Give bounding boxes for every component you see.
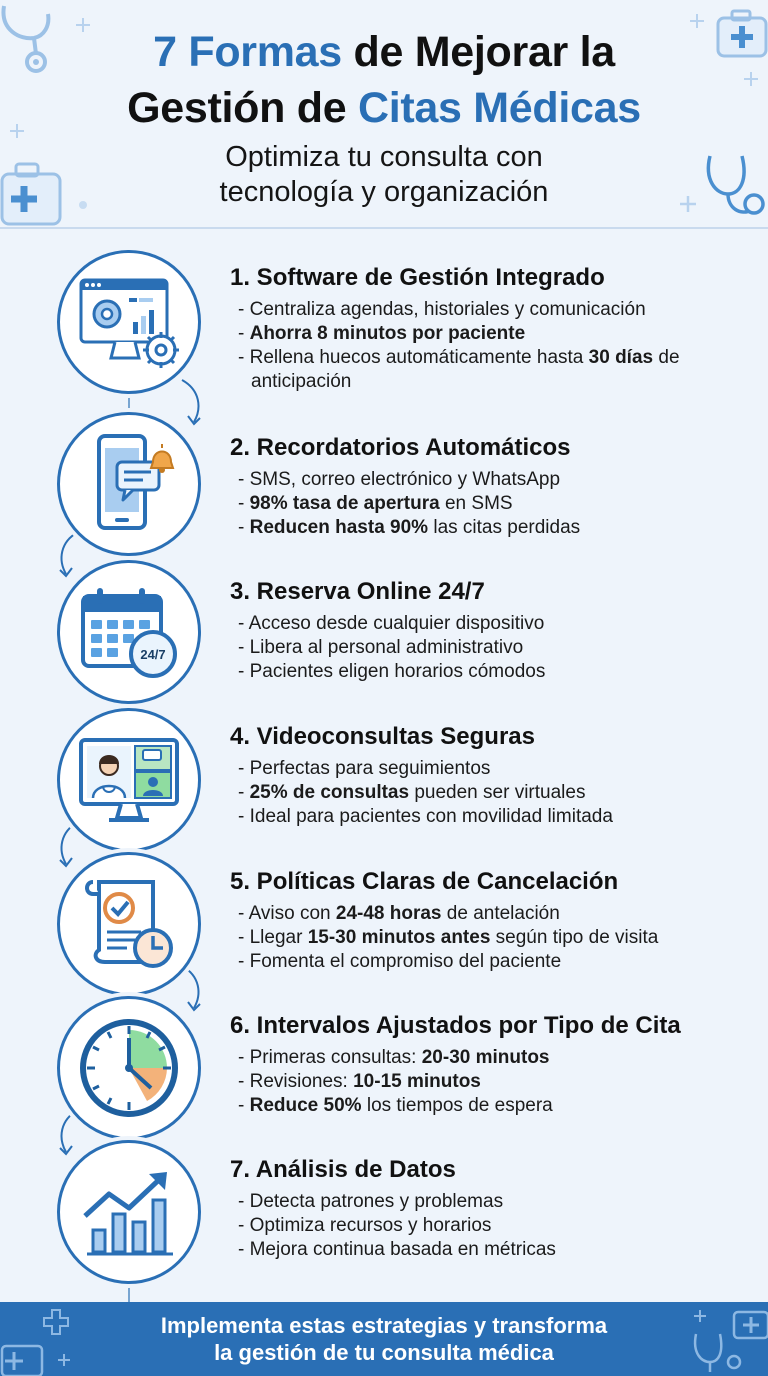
bullet-text: Pacientes eligen horarios cómodos xyxy=(249,661,546,682)
bullet-bold: 20-30 minutos xyxy=(421,1047,550,1068)
bullet-text: Detecta patrones y problemas xyxy=(249,1191,504,1212)
subtitle-line: Optimiza tu consulta con xyxy=(225,141,543,173)
bullet-text: Llegar xyxy=(249,927,308,948)
bullet-text: las citas perdidas xyxy=(428,517,581,538)
bullet: - Ideal para pacientes con movilidad limitada xyxy=(238,806,613,827)
list-item xyxy=(230,576,750,684)
bullet: - Reduce 50% los tiempos de espera xyxy=(238,1095,553,1116)
bullet: - Fomenta el compromiso del paciente xyxy=(238,951,562,972)
bullet-bold: 24-48 horas xyxy=(335,903,442,924)
bullet: - 25% de consultas pueden ser virtuales xyxy=(238,782,586,803)
bullet-bold: Reduce 50% xyxy=(249,1095,362,1116)
item-icon-circle xyxy=(57,412,201,556)
document-check-clock-icon xyxy=(79,874,179,974)
bullet-text: SMS, correo electrónico y WhatsApp xyxy=(249,469,561,490)
bullet-text: Perfectas para seguimientos xyxy=(249,758,491,779)
list-item xyxy=(230,262,750,394)
list-item xyxy=(230,432,750,540)
bullet-text: Optimiza recursos y horarios xyxy=(249,1215,492,1236)
item-icon-circle xyxy=(57,708,201,852)
item-title: 6. Intervalos Ajustados por Tipo de Cita xyxy=(230,1012,681,1039)
bullet: - 98% tasa de apertura en SMS xyxy=(238,493,513,514)
bullet-text: Rellena huecos automáticamente hasta xyxy=(249,347,589,368)
list-item xyxy=(230,1010,750,1118)
item-title: 1. Software de Gestión Integrado xyxy=(230,264,605,291)
divider xyxy=(0,227,768,229)
bullet: - Reducen hasta 90% las citas perdidas xyxy=(238,517,581,538)
item-title: 4. Videoconsultas Seguras xyxy=(230,723,536,750)
footer-line: la gestión de tu consulta médica xyxy=(214,1340,554,1365)
bullet: - Ahorra 8 minutos por paciente xyxy=(238,323,526,344)
curved-arrow-icon xyxy=(178,378,208,428)
page-subtitle xyxy=(0,140,768,210)
item-title: 2. Recordatorios Automáticos xyxy=(230,434,571,461)
bullet-bold: Reducen hasta 90% xyxy=(249,517,429,538)
badge-24-7: 24/7 xyxy=(140,647,166,662)
list-item xyxy=(230,866,750,974)
bullet-text: Aviso con xyxy=(248,903,336,924)
bullet-bold: 10-15 minutos xyxy=(353,1071,481,1092)
bullet-text: Libera al personal administrativo xyxy=(249,637,524,658)
item-title: 3. Reserva Online 24/7 xyxy=(230,578,485,605)
bullet: - Optimiza recursos y horarios xyxy=(238,1215,492,1236)
page-title xyxy=(0,24,768,136)
bullet: - Llegar 15-30 minutos antes según tipo de visita xyxy=(238,927,659,948)
item-icon-circle xyxy=(57,250,201,394)
item-icon-circle xyxy=(57,560,201,704)
bullet: - Pacientes eligen horarios cómodos xyxy=(238,661,546,682)
bar-chart-trend-icon xyxy=(79,1164,179,1260)
bullet-text: Ideal para pacientes con movilidad limitada xyxy=(249,806,613,827)
bullet-text: Primeras consultas: xyxy=(249,1047,422,1068)
item-title: 5. Políticas Claras de Cancelación xyxy=(230,868,619,895)
curved-arrow-icon xyxy=(54,530,84,580)
computer-gear-icon xyxy=(75,272,183,372)
footer-banner xyxy=(0,1302,768,1376)
item-icon-circle xyxy=(57,1140,201,1284)
bullet-text: los tiempos de espera xyxy=(361,1095,553,1116)
item-title: 7. Análisis de Datos xyxy=(230,1156,456,1183)
bullet: - Acceso desde cualquier dispositivo xyxy=(238,613,545,634)
title-accent: Citas Médicas xyxy=(357,84,641,132)
title-text: Gestión de xyxy=(127,84,358,132)
phone-notification-icon xyxy=(81,432,177,536)
bullet: - Aviso con 24-48 horas de antelación xyxy=(238,903,560,924)
footer-text xyxy=(0,1312,768,1366)
bullet: - Perfectas para seguimientos xyxy=(238,758,491,779)
header xyxy=(0,0,768,228)
bullet-text: de antelación xyxy=(441,903,560,924)
title-accent: 7 Formas xyxy=(153,28,342,76)
bullet-text: Mejora continua basada en métricas xyxy=(249,1239,556,1260)
bullet-text: Acceso desde cualquier dispositivo xyxy=(248,613,545,634)
bullet: - Centraliza agendas, historiales y comunicación xyxy=(238,299,646,320)
calendar-24-7-icon xyxy=(79,584,179,680)
bullet-bold: 98% tasa de apertura xyxy=(249,493,440,514)
list-item xyxy=(230,721,750,829)
bullet-text: pueden ser virtuales xyxy=(409,782,586,803)
bullet-bold: Ahorra 8 minutos por paciente xyxy=(249,323,526,344)
bullet-text: Fomenta el compromiso del paciente xyxy=(249,951,562,972)
bullet-bold: 25% de consultas xyxy=(249,782,410,803)
title-text: de Mejorar la xyxy=(341,28,615,76)
bullet-bold: 30 días xyxy=(588,347,654,368)
bullet-text: Centraliza agendas, historiales y comunicación xyxy=(249,299,646,320)
item-icon-circle xyxy=(57,852,201,996)
clock-icon xyxy=(77,1016,181,1120)
bullet: - Detecta patrones y problemas xyxy=(238,1191,504,1212)
bullet: - Mejora continua basada en métricas xyxy=(238,1239,556,1260)
bullet-text: según tipo de visita xyxy=(490,927,659,948)
bullet: - Rellena huecos automáticamente hasta 30 días de anticipación xyxy=(238,347,680,392)
footer-line: Implementa estas estrategias y transforma xyxy=(160,1313,608,1338)
bullet-bold: 15-30 minutos antes xyxy=(307,927,491,948)
video-consultation-icon xyxy=(75,732,183,828)
list-item xyxy=(230,1154,750,1262)
bullet: - SMS, correo electrónico y WhatsApp xyxy=(238,469,561,490)
bullet: - Libera al personal administrativo xyxy=(238,637,524,658)
item-icon-circle xyxy=(57,996,201,1140)
bullet: - Revisiones: 10-15 minutos xyxy=(238,1071,481,1092)
bullet-text: en SMS xyxy=(439,493,513,514)
bullet: - Primeras consultas: 20-30 minutos xyxy=(238,1047,550,1068)
subtitle-line: tecnología y organización xyxy=(219,176,549,208)
bullet-text: de anticipación xyxy=(251,347,680,392)
bullet-text: Revisiones: xyxy=(249,1071,354,1092)
